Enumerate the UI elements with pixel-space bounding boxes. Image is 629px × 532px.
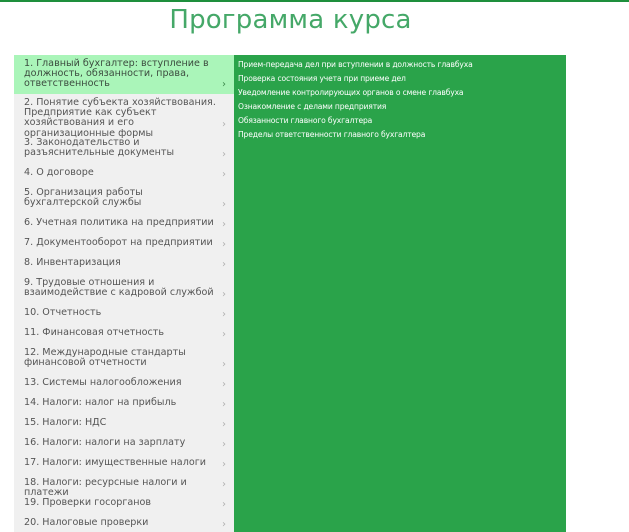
module-label: 13. Системы налогообложения xyxy=(24,377,182,388)
module-label: 5. Организация работы бухгалтерской службы xyxy=(24,187,143,209)
module-item-7[interactable] xyxy=(14,234,234,254)
module-item-17[interactable] xyxy=(14,454,234,474)
topic-item[interactable]: Обязанности главного бухгалтера xyxy=(238,116,373,125)
module-label: 17. Налоги: имущественные налоги xyxy=(24,457,206,468)
module-item-9[interactable] xyxy=(14,274,234,304)
topic-item[interactable]: Проверка состояния учета при приеме дел xyxy=(238,74,406,83)
chevron-right-icon: › xyxy=(222,239,226,250)
module-label: 7. Документооборот на предприятии xyxy=(24,237,213,248)
chevron-right-icon: › xyxy=(222,419,226,430)
module-label: 6. Учетная политика на предприятии xyxy=(24,217,214,228)
module-item-5[interactable] xyxy=(14,184,234,214)
chevron-right-icon: › xyxy=(222,79,226,90)
module-item-13[interactable] xyxy=(14,374,234,394)
module-item-6[interactable] xyxy=(14,214,234,234)
chevron-right-icon: › xyxy=(222,479,226,490)
chevron-right-icon: › xyxy=(222,259,226,270)
module-label: 14. Налоги: налог на прибыль xyxy=(24,397,177,408)
module-item-18[interactable] xyxy=(14,474,234,499)
module-item-4[interactable] xyxy=(14,164,234,184)
module-list xyxy=(14,55,234,532)
chevron-right-icon: › xyxy=(222,169,226,180)
module-label: 20. Налоговые проверки xyxy=(24,517,149,528)
top-border-line xyxy=(0,0,629,2)
chevron-right-icon: › xyxy=(222,149,226,160)
module-item-16[interactable] xyxy=(14,434,234,454)
module-label: 19. Проверки госорганов xyxy=(24,497,152,508)
module-label: 3. Законодательство и разъяснительные документы xyxy=(24,137,175,159)
module-label: 8. Инвентаризация xyxy=(24,257,121,268)
topic-item[interactable]: Уведомление контролирующих органов о смене главбуха xyxy=(238,88,464,97)
module-label: 11. Финансовая отчетность xyxy=(24,327,164,338)
module-item-15[interactable] xyxy=(14,414,234,434)
topic-item[interactable]: Пределы ответственности главного бухгалтера xyxy=(238,130,426,139)
chevron-right-icon: › xyxy=(222,519,226,530)
module-item-19[interactable] xyxy=(14,494,234,514)
module-item-8[interactable] xyxy=(14,254,234,274)
chevron-right-icon: › xyxy=(222,499,226,510)
topic-item[interactable]: Ознакомление с делами предприятия xyxy=(238,102,387,111)
module-label: 18. Налоги: ресурсные налоги и платежи xyxy=(24,477,187,499)
chevron-right-icon: › xyxy=(222,379,226,390)
chevron-right-icon: › xyxy=(222,119,226,130)
page-title: Программа курса xyxy=(169,5,412,35)
module-item-14[interactable] xyxy=(14,394,234,414)
topic-panel xyxy=(234,55,566,532)
module-item-2[interactable] xyxy=(14,94,234,139)
chevron-right-icon: › xyxy=(222,289,226,300)
course-program xyxy=(14,55,566,532)
chevron-right-icon: › xyxy=(222,359,226,370)
module-label: 15. Налоги: НДС xyxy=(24,417,107,428)
module-label: 10. Отчетность xyxy=(24,307,102,318)
module-item-20[interactable] xyxy=(14,514,234,532)
module-label: 9. Трудовые отношения и взаимодействие с кадровой службой xyxy=(24,277,214,299)
chevron-right-icon: › xyxy=(222,459,226,470)
module-label: 4. О договоре xyxy=(24,167,94,178)
chevron-right-icon: › xyxy=(222,309,226,320)
chevron-right-icon: › xyxy=(222,219,226,230)
module-label: 12. Международные стандарты финансовой отчетности xyxy=(24,347,186,369)
module-item-11[interactable] xyxy=(14,324,234,344)
module-label: 2. Понятие субъекта хозяйствования. Предприятие как субъект хозяйствования и его организационные формы xyxy=(24,97,216,139)
chevron-right-icon: › xyxy=(222,199,226,210)
module-item-12[interactable] xyxy=(14,344,234,374)
module-item-10[interactable] xyxy=(14,304,234,324)
module-item-3[interactable] xyxy=(14,134,234,164)
chevron-right-icon: › xyxy=(222,439,226,450)
module-label: 1. Главный бухгалтер: вступление в должность, обязанности, права, ответственность xyxy=(24,58,209,90)
chevron-right-icon: › xyxy=(222,399,226,410)
module-label: 16. Налоги: налоги на зарплату xyxy=(24,437,186,448)
topic-item[interactable]: Прием-передача дел при вступлении в должность главбуха xyxy=(238,60,473,69)
chevron-right-icon: › xyxy=(222,329,226,340)
module-item-1[interactable] xyxy=(14,55,234,94)
